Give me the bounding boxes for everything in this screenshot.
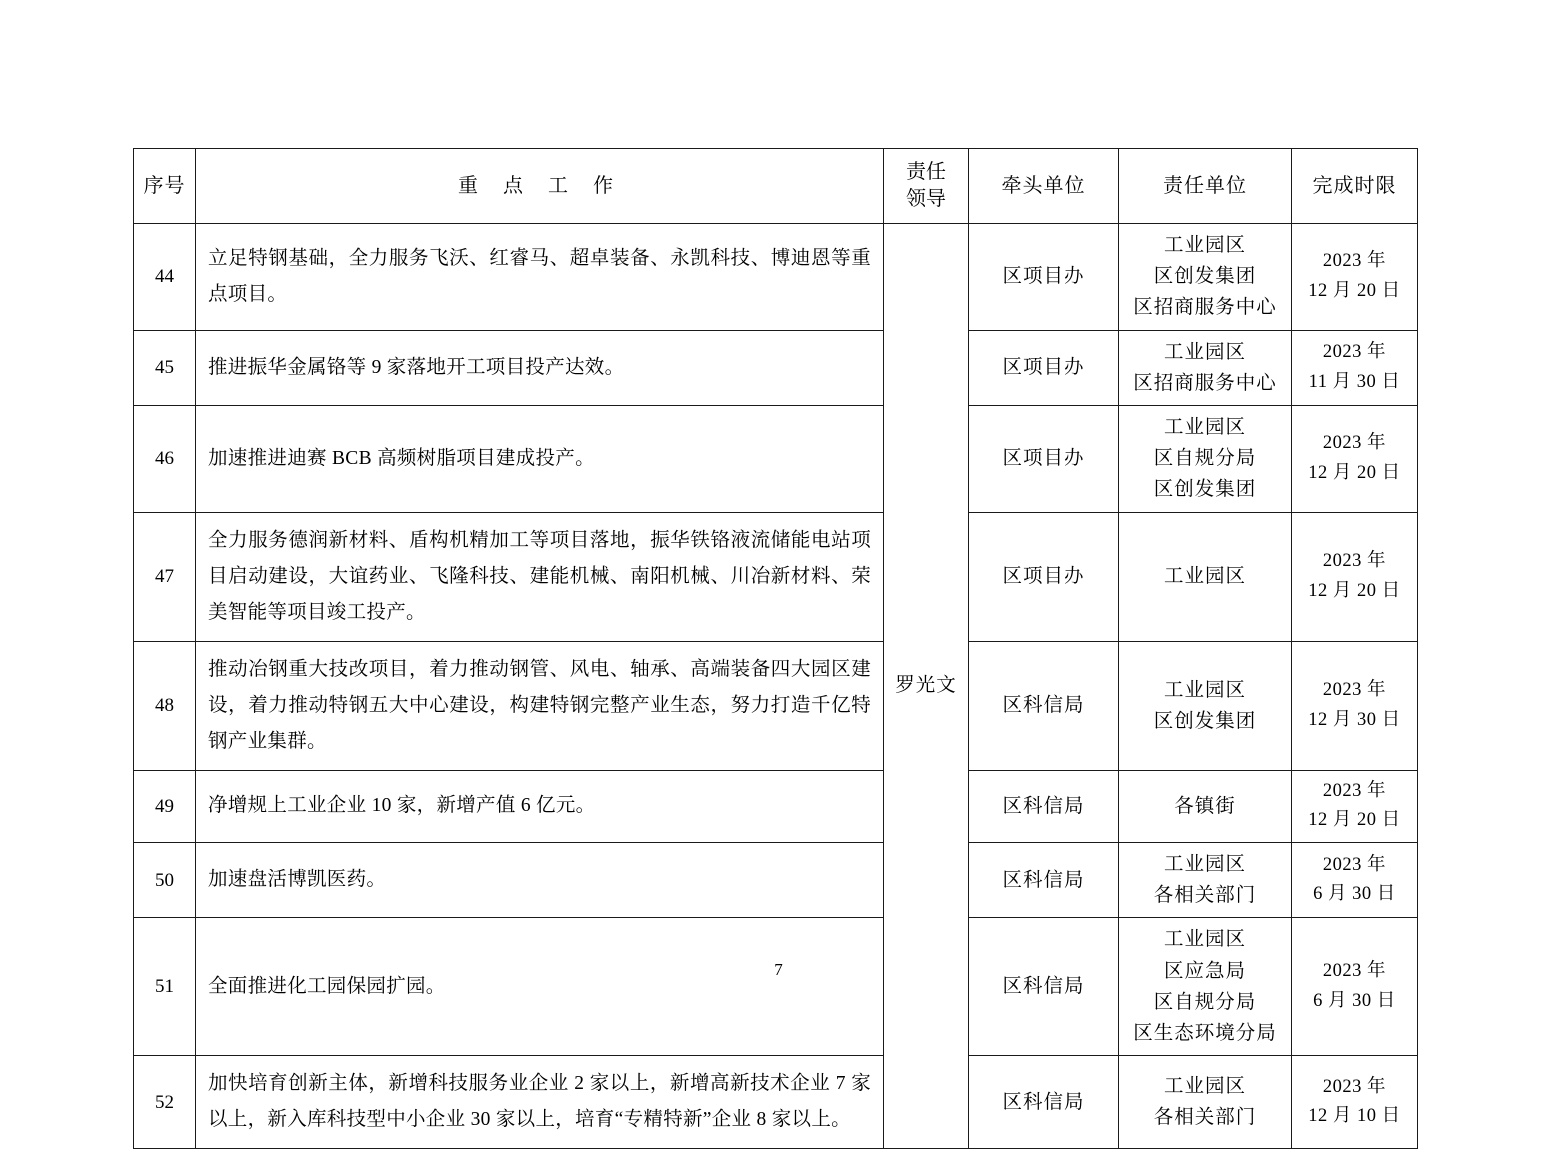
row-seq: 48 xyxy=(134,641,196,770)
header-leader-line1: 责任 xyxy=(906,161,946,183)
resp-line: 工业园区 xyxy=(1163,566,1246,587)
row-head-unit: 区项目办 xyxy=(969,512,1119,641)
row-seq: 50 xyxy=(134,843,196,918)
header-due: 完成时限 xyxy=(1292,149,1418,224)
row-work: 立足特钢基础，全力服务飞沃、红睿马、超卓装备、永凯科技、博迪恩等重点项目。 xyxy=(196,224,884,331)
row-due xyxy=(1292,512,1418,641)
header-seq: 序号 xyxy=(134,149,196,224)
resp-line: 工业园区 xyxy=(1163,1076,1246,1098)
resp-line: 区招商服务中心 xyxy=(1133,297,1277,319)
row-head-unit: 区科信局 xyxy=(969,770,1119,842)
row-work: 全力服务德润新材料、盾构机精加工等项目落地，振华铁铬液流储能电站项目启动建设，大谊药业、飞隆科技、建能机械、南阳机械、川冶新材料、荣美智能等项目竣工投产。 xyxy=(196,512,884,641)
table-row xyxy=(134,405,1418,512)
resp-line: 工业园区 xyxy=(1163,679,1246,701)
resp-line: 区创发集团 xyxy=(1153,479,1257,501)
resp-line: 区生态环境分局 xyxy=(1133,1023,1277,1044)
resp-line: 工业园区 xyxy=(1163,854,1246,876)
row-work: 加快培育创新主体，新增科技服务业企业 2 家以上，新增高新技术企业 7 家以上，新入库科技型中小企业 30 家以上，培育“专精特新”企业 8 家以上。 xyxy=(196,1056,884,1149)
resp-line: 区创发集团 xyxy=(1153,710,1257,732)
row-seq: 44 xyxy=(134,224,196,331)
row-resp-unit xyxy=(1119,1056,1292,1149)
row-resp-unit xyxy=(1119,641,1292,770)
resp-line: 各相关部门 xyxy=(1153,1107,1257,1129)
row-head-unit: 区科信局 xyxy=(969,641,1119,770)
resp-line: 区创发集团 xyxy=(1153,266,1257,288)
row-resp-unit xyxy=(1119,770,1292,842)
due-line: 2023 年 xyxy=(1322,680,1387,701)
table-row xyxy=(134,330,1418,405)
row-work: 加速推进迪赛 BCB 高频树脂项目建成投产。 xyxy=(196,405,884,512)
due-line: 2023 年 xyxy=(1322,854,1387,875)
row-work: 全面推进化工园保园扩园。 xyxy=(196,918,884,1056)
table-row xyxy=(134,843,1418,918)
row-resp-unit xyxy=(1119,918,1292,1056)
resp-line: 各相关部门 xyxy=(1153,885,1257,907)
due-line: 12 月 20 日 xyxy=(1308,462,1401,483)
header-leader-line2: 领导 xyxy=(906,188,946,210)
row-head-unit: 区项目办 xyxy=(969,405,1119,512)
due-line: 2023 年 xyxy=(1322,961,1387,982)
table-row xyxy=(134,770,1418,842)
due-line: 11 月 30 日 xyxy=(1308,371,1401,392)
row-work: 推进振华金属铬等 9 家落地开工项目投产达效。 xyxy=(196,330,884,405)
row-resp-unit xyxy=(1119,224,1292,331)
row-leader: 罗光文 xyxy=(884,224,969,1149)
due-line: 12 月 20 日 xyxy=(1308,580,1401,601)
table-row xyxy=(134,641,1418,770)
row-seq: 52 xyxy=(134,1056,196,1149)
due-line: 12 月 20 日 xyxy=(1308,280,1401,301)
row-head-unit: 区科信局 xyxy=(969,1056,1119,1149)
row-due xyxy=(1292,843,1418,918)
row-work: 推动冶钢重大技改项目，着力推动钢管、风电、轴承、高端装备四大园区建设，着力推动特钢五大中心建设，构建特钢完整产业生态，努力打造千亿特钢产业集群。 xyxy=(196,641,884,770)
row-resp-unit xyxy=(1119,843,1292,918)
header-work: 重 点 工 作 xyxy=(196,149,884,224)
row-due xyxy=(1292,1056,1418,1149)
table-row xyxy=(134,512,1418,641)
table-row xyxy=(134,224,1418,331)
row-due xyxy=(1292,770,1418,842)
header-leader xyxy=(884,149,969,224)
row-resp-unit xyxy=(1119,405,1292,512)
row-due xyxy=(1292,918,1418,1056)
resp-line: 区招商服务中心 xyxy=(1133,372,1277,394)
row-seq: 51 xyxy=(134,918,196,1056)
row-seq: 47 xyxy=(134,512,196,641)
resp-line: 区自规分局 xyxy=(1153,448,1257,470)
row-work: 净增规上工业企业 10 家，新增产值 6 亿元。 xyxy=(196,770,884,842)
due-line: 2023 年 xyxy=(1322,251,1387,272)
row-due xyxy=(1292,330,1418,405)
due-line: 6 月 30 日 xyxy=(1313,990,1396,1011)
row-due xyxy=(1292,641,1418,770)
page-number: 7 xyxy=(774,960,783,979)
table-header-row xyxy=(134,149,1418,224)
due-line: 2023 年 xyxy=(1322,433,1387,454)
due-line: 12 月 30 日 xyxy=(1308,709,1401,730)
key-work-table xyxy=(133,148,1418,1149)
due-line: 2023 年 xyxy=(1322,780,1387,801)
resp-line: 工业园区 xyxy=(1163,929,1246,951)
due-line: 2023 年 xyxy=(1322,1076,1387,1097)
table-row xyxy=(134,918,1418,1056)
resp-line: 区应急局 xyxy=(1163,960,1246,982)
resp-line: 工业园区 xyxy=(1163,341,1246,363)
resp-line: 工业园区 xyxy=(1163,416,1246,438)
due-line: 12 月 10 日 xyxy=(1308,1106,1401,1127)
row-head-unit: 区科信局 xyxy=(969,843,1119,918)
row-due xyxy=(1292,405,1418,512)
table-row xyxy=(134,1056,1418,1149)
row-head-unit: 区项目办 xyxy=(969,330,1119,405)
row-seq: 46 xyxy=(134,405,196,512)
row-due xyxy=(1292,224,1418,331)
row-resp-unit xyxy=(1119,330,1292,405)
resp-line: 工业园区 xyxy=(1163,235,1246,256)
row-seq: 49 xyxy=(134,770,196,842)
resp-line: 各镇街 xyxy=(1174,795,1236,817)
row-resp-unit xyxy=(1119,512,1292,641)
due-line: 6 月 30 日 xyxy=(1313,884,1396,905)
row-work: 加速盘活博凯医药。 xyxy=(196,843,884,918)
row-head-unit: 区项目办 xyxy=(969,224,1119,331)
row-seq: 45 xyxy=(134,330,196,405)
due-line: 2023 年 xyxy=(1322,342,1387,363)
due-line: 2023 年 xyxy=(1322,551,1387,571)
row-head-unit: 区科信局 xyxy=(969,918,1119,1056)
resp-line: 区自规分局 xyxy=(1153,991,1257,1013)
due-line: 12 月 20 日 xyxy=(1308,810,1401,831)
header-head-unit: 牵头单位 xyxy=(969,149,1119,224)
header-resp-unit: 责任单位 xyxy=(1119,149,1292,224)
